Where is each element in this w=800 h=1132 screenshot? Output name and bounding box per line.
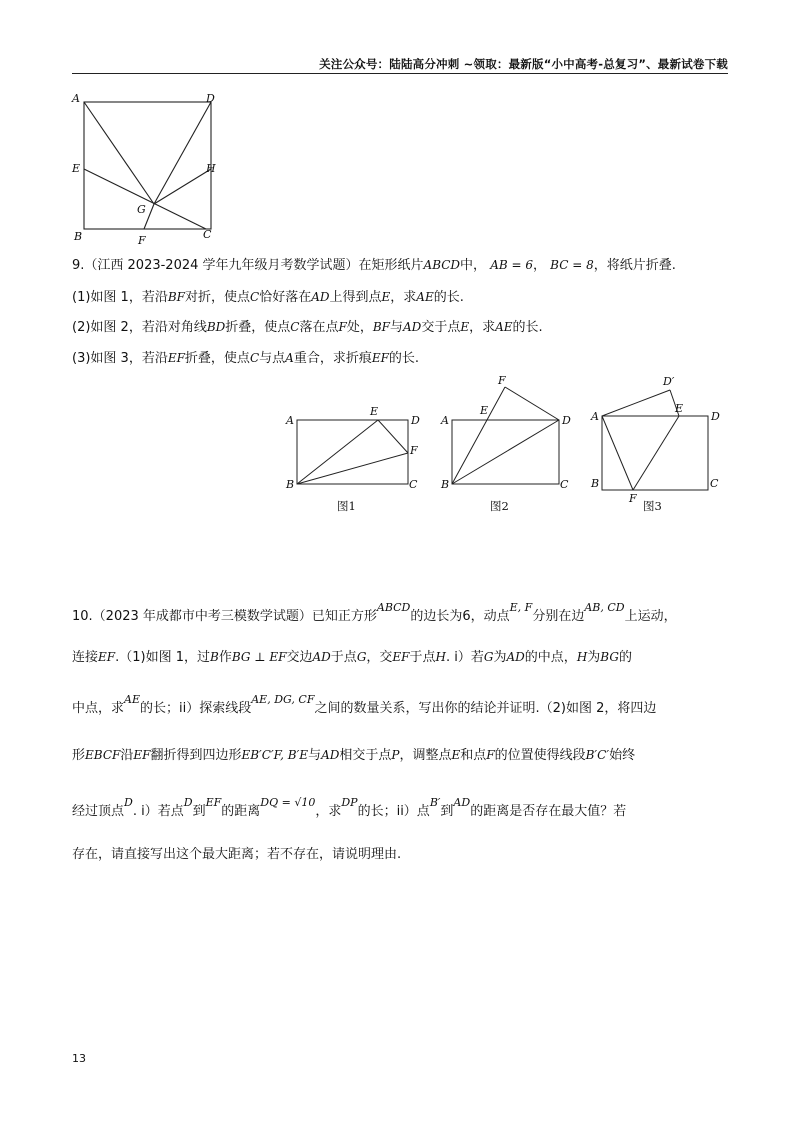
label-G: G [137,203,146,216]
fig1-caption: 图1 [337,499,356,513]
label-C: C [203,228,212,241]
q10-line-4: 形EBCF沿EF翻折得到四边形EB′C′F, B′E与AD相交于点P，调整点E和点F的位置使得线段B′C′始终 [72,748,636,763]
fig3-label-A: A [591,410,599,423]
fig3-label-C: C [710,477,719,490]
fig2-label-D: D [562,414,571,427]
fig3-label-E: E [675,402,684,415]
q9-part1: (1)如图 1，若沿BF对折，使点C恰好落在AD上得到点E，求AE的长. [72,290,464,305]
fig2-label-C: C [560,478,569,491]
fig1-label-D: D [411,414,420,427]
q10-line-1: 10.（2023 年成都市中考三模数学试题）已知正方形$^{ABCD}$的边长为6，动点$^{E, F}$分别在边$^{AB, CD}$上运动， [72,601,677,624]
page-number: 13 [72,1052,86,1065]
fig3-label-B: B [591,477,600,490]
q10-line-2: 连接EF.（1)如图 1，过B作BG ⊥ EF交边AD于点G，交EF于点H. i）若G为AD的中点，H为BG的 [72,650,632,665]
fig2-caption: 图2 [490,499,509,513]
q10-line-6: 存在，请直接写出这个最大距离；若不存在，请说明理由. [72,847,402,862]
label-H: H [206,162,216,175]
fig3-label-D: D [711,410,720,423]
q10-line-5: 经过顶点$^D$. i）若点$^D$到$^{EF}$的距离$^{DQ = √10}$，求$^{DP}$的长；ii）点$^{B'}$到$^{AD}$的距离是否存在最大值？若 [72,796,627,819]
q9-part2: (2)如图 2，若沿对角线BD折叠，使点C落在点F处，BF与AD交于点E，求AE的长. [72,320,543,335]
fig1-label-C: C [409,478,418,491]
fig1-label-F: F [410,444,418,457]
q9-stem: 9.（江西 2023-2024 学年九年级月考数学试题）在矩形纸片ABCD中， AB = 6， BC = 8，将纸片折叠. [72,258,676,273]
figure-square-top [70,88,230,248]
label-F: F [138,234,146,247]
fig1-label-A: A [286,414,294,427]
label-D: D [206,92,215,105]
q9-figure-2 [438,372,578,516]
fig2-label-A: A [441,414,449,427]
fig3-caption: 图3 [643,499,662,513]
q10-line-3: 中点，求$^{AE}$的长；ii）探索线段$^{AE, DG, CF}$之间的数量关系，写出你的结论并证明.（2)如图 2，将四边 [72,693,657,716]
label-E: E [72,162,81,175]
fig2-label-E: E [480,404,489,417]
fig3-label-D-prime: D′ [663,375,675,388]
fig3-label-F: F [629,492,637,505]
fig2-label-B: B [441,478,450,491]
fig2-label-F: F [498,374,506,387]
fig1-label-B: B [286,478,295,491]
page-header: 关注公众号：陆陆高分冲刺 ~领取：最新版“小中高考-总复习”、最新试卷下载 [319,57,728,71]
q9-figure-1 [283,398,423,516]
q9-figure-3 [589,370,729,516]
label-A: A [72,92,80,105]
q9-part3: (3)如图 3，若沿EF折叠，使点C与点A重合，求折痕EF的长. [72,351,420,366]
label-B: B [74,230,83,243]
header-rule [72,73,728,74]
fig1-label-E: E [370,405,379,418]
